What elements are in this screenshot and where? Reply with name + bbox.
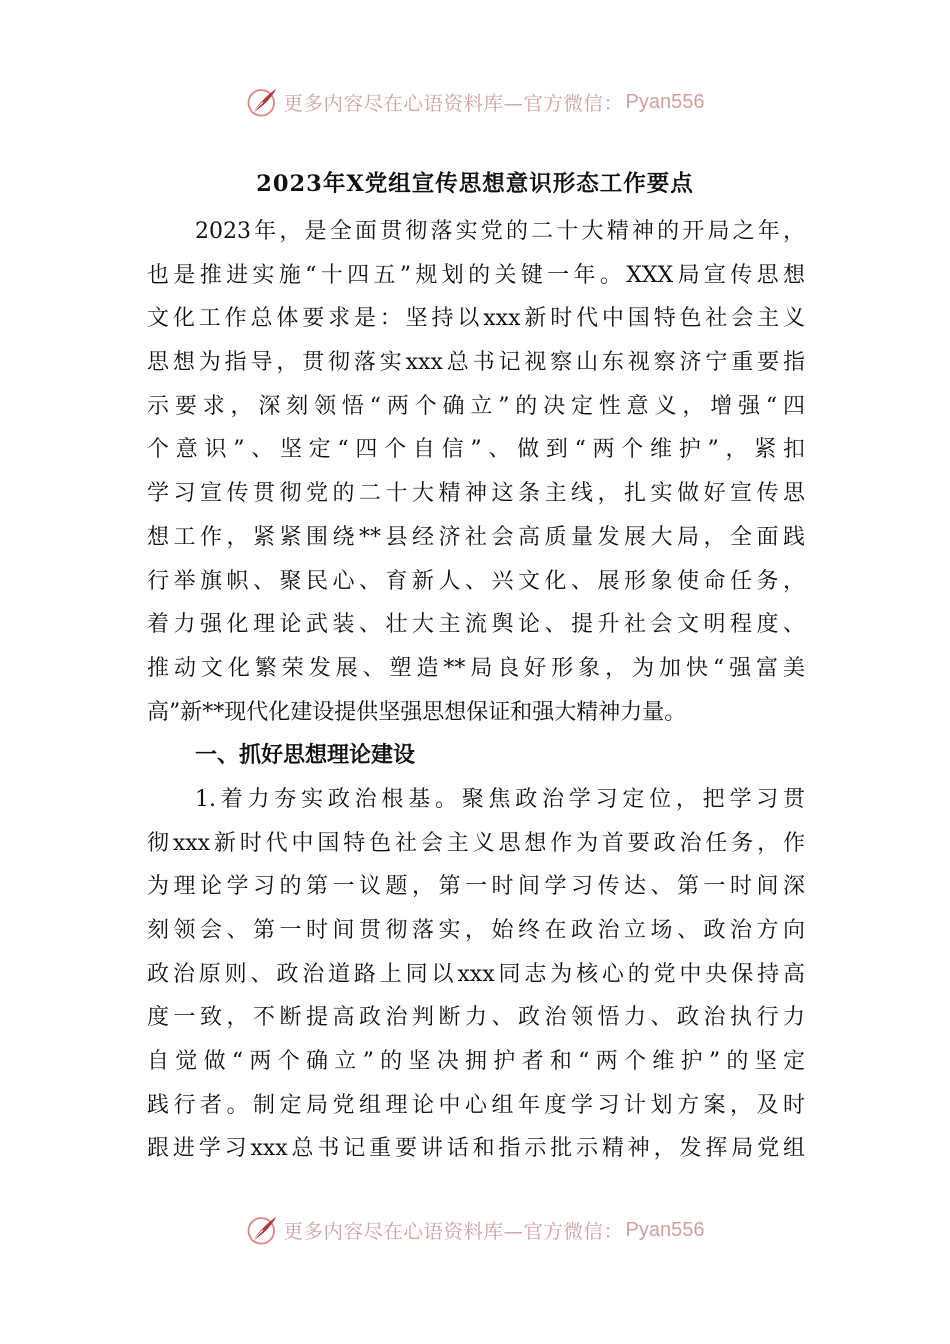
footer-watermark-banner	[0, 1210, 950, 1250]
intro-line: 行举旗帜、聚民心、育新人、兴文化、展形象使命任务，	[147, 568, 805, 594]
document-title: 2023年X党组宣传思想意识形态工作要点	[256, 171, 694, 197]
quill-pen-logo-icon	[246, 1213, 280, 1247]
quill-pen-logo-icon	[246, 85, 280, 119]
watermark-wechat-id: Pyan556	[625, 1218, 705, 1241]
intro-line: 2023年，是全面贯彻落实党的二十大精神的开局之年，	[195, 219, 805, 244]
intro-line: 文化工作总体要求是：坚持以xxx新时代中国特色社会主义	[147, 306, 805, 332]
section-heading: 一、抓好思想理论建设	[195, 742, 416, 769]
intro-line: 思想为指导，贯彻落实xxx总书记视察山东视察济宁重要指	[147, 350, 805, 376]
intro-line: 高”新**现代化建设提供坚强思想保证和强大精神力量。	[147, 699, 687, 725]
intro-line: 推动文化繁荣发展、塑造**局良好形象，为加快“强富美	[147, 655, 805, 681]
intro-line: 想工作，紧紧围绕**县经济社会高质量发展大局，全面践	[147, 524, 805, 550]
section-line: 度一致，不断提高政治判断力、政治领悟力、政治执行力	[147, 1005, 805, 1031]
watermark-text: 更多内容尽在心语资料库—官方微信：	[283, 1220, 624, 1243]
header-watermark-banner	[0, 82, 950, 122]
intro-line: 个意识”、坚定“四个自信”、做到“两个维护”，紧扣	[147, 437, 805, 463]
watermark-wechat-id: Pyan556	[625, 90, 705, 113]
section-line: 彻xxx新时代中国特色社会主义思想作为首要政治任务，作	[147, 830, 805, 856]
section-line: 为理论学习的第一议题，第一时间学习传达、第一时间深	[147, 874, 805, 900]
intro-line: 示要求，深刻领悟“两个确立”的决定性意义，增强“四	[147, 393, 805, 419]
watermark-text: 更多内容尽在心语资料库—官方微信：	[283, 92, 624, 115]
intro-line: 也是推进实施“十四五”规划的关键一年。XXX局宣传思想	[147, 262, 805, 288]
section-line: 刻领会、第一时间贯彻落实，始终在政治立场、政治方向	[147, 918, 805, 943]
section-line: 政治原则、政治道路上同以xxx同志为核心的党中央保持高	[147, 961, 805, 987]
section-line: 跟进学习xxx总书记重要讲话和指示批示精神，发挥局党组	[147, 1136, 805, 1162]
intro-line: 学习宣传贯彻党的二十大精神这条主线，扎实做好宣传思	[147, 481, 805, 507]
section-line: 1.着力夯实政治根基。聚焦政治学习定位，把学习贯	[195, 786, 805, 812]
section-line: 践行者。制定局党组理论中心组年度学习计划方案，及时	[147, 1092, 805, 1118]
intro-line: 着力强化理论武装、壮大主流舆论、提升社会文明程度、	[147, 612, 805, 638]
document-body	[147, 210, 805, 1171]
section-line: 自觉做“两个确立”的坚决拥护者和“两个维护”的坚定	[147, 1049, 805, 1075]
